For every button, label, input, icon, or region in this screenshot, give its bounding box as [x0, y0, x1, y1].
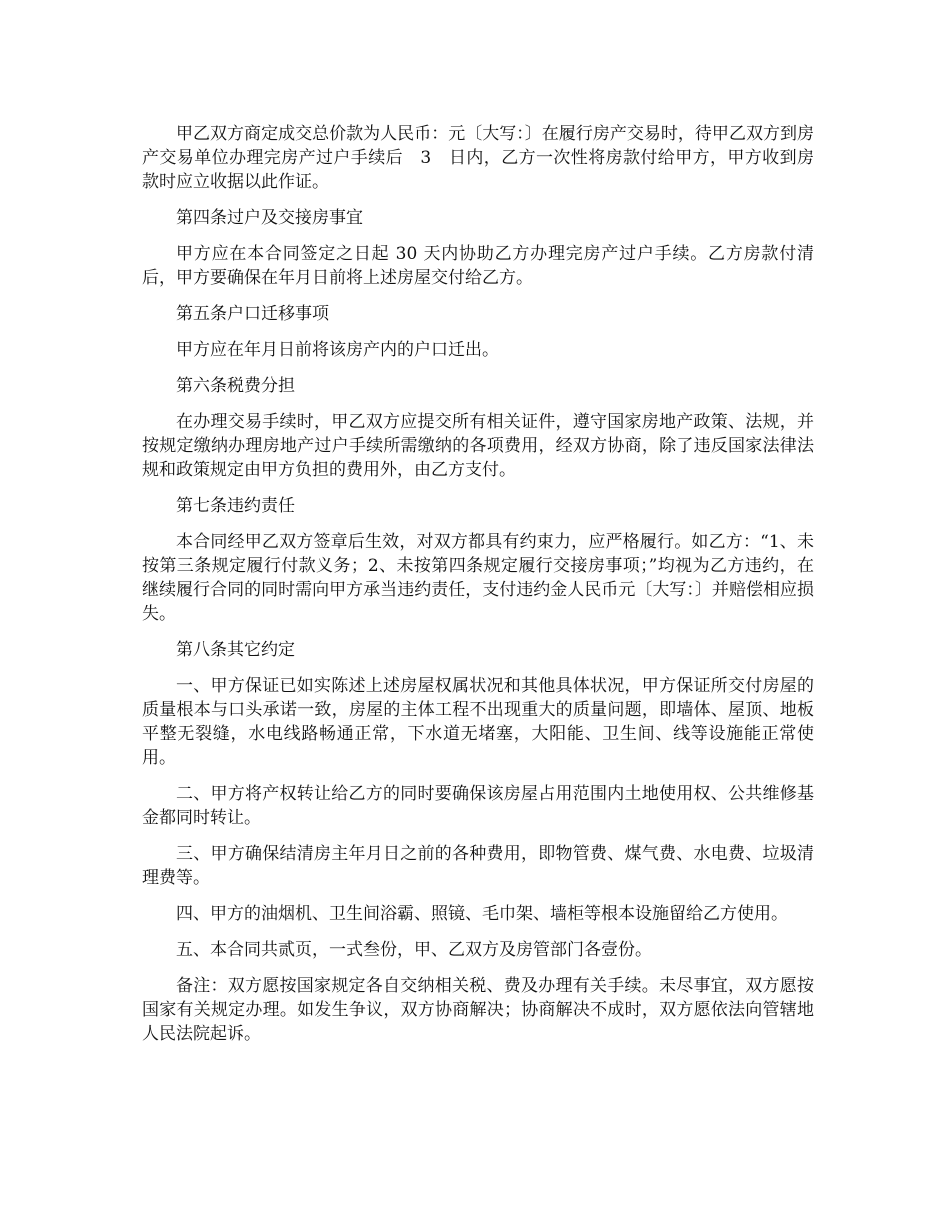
paragraph-clause-3: 三、甲方确保结清房主年月日之前的各种费用，即物管费、煤气费、水电费、垃圾清理费等。 [142, 844, 814, 888]
paragraph-clause-1: 一、甲方保证已如实陈述上述房屋权属状况和其他具体状况，甲方保证所交付房屋的质量根本与口头承诺一致，房屋的主体工程不出现重大的质量问题，即墙体、屋顶、地板平整无裂缝，水电线路畅通正常，下水道无堵塞，大阳能、卫生间、线等设施能正常使用。 [142, 676, 814, 768]
document-page [142, 122, 814, 1058]
heading-article-5: 第五条户口迁移事项 [176, 304, 329, 324]
paragraph-breach: 本合同经甲乙双方签章后生效，对双方都具有约束力，应严格履行。如乙方：“1、未按第三条规定履行付款义务；2、未按第四条规定履行交接房事项；”均视为乙方违约，在继续履行合同的同时需向甲方承当违约责任，支付违约金人民币元〔大写：〕并赔偿相应损失。 [142, 532, 814, 624]
paragraph-clause-5: 五、本合同共贰页，一式叁份，甲、乙双方及房管部门各壹份。 [176, 940, 652, 960]
heading-article-8: 第八条其它约定 [176, 640, 295, 660]
paragraph-transfer: 甲方应在本合同签定之日起 30 天内协助乙方办理完房产过户手续。乙方房款付清后，甲方要确保在年月日前将上述房屋交付给乙方。 [142, 244, 814, 288]
paragraph-payment-terms: 甲乙双方商定成交总价款为人民币：元〔大写：〕在履行房产交易时，待甲乙双方到房产交易单位办理完房产过户手续后 3 日内，乙方一次性将房款付给甲方，甲方收到房款时应立收据以此作证。 [142, 124, 814, 192]
paragraph-clause-4: 四、甲方的油烟机、卫生间浴霸、照镜、毛巾架、墙柜等根本设施留给乙方使用。 [176, 904, 788, 924]
heading-article-4: 第四条过户及交接房事宜 [176, 208, 363, 228]
heading-article-7: 第七条违约责任 [176, 496, 295, 516]
paragraph-household-registration: 甲方应在年月日前将该房产内的户口迁出。 [176, 340, 499, 360]
paragraph-clause-2: 二、甲方将产权转让给乙方的同时要确保该房屋占用范围内土地使用权、公共维修基金都同时转让。 [142, 784, 814, 828]
paragraph-taxes: 在办理交易手续时，甲乙双方应提交所有相关证件，遵守国家房地产政策、法规，并按规定缴纳办理房地产过户手续所需缴纳的各项费用，经双方协商，除了违反国家法律法规和政策规定由甲方负担的费用外，由乙方支付。 [142, 412, 814, 480]
heading-article-6: 第六条税费分担 [176, 376, 295, 396]
paragraph-remarks: 备注：双方愿按国家规定各自交纳相关税、费及办理有关手续。未尽事宜，双方愿按国家有关规定办理。如发生争议，双方协商解决；协商解决不成时，双方愿依法向管辖地人民法院起诉。 [142, 976, 814, 1044]
